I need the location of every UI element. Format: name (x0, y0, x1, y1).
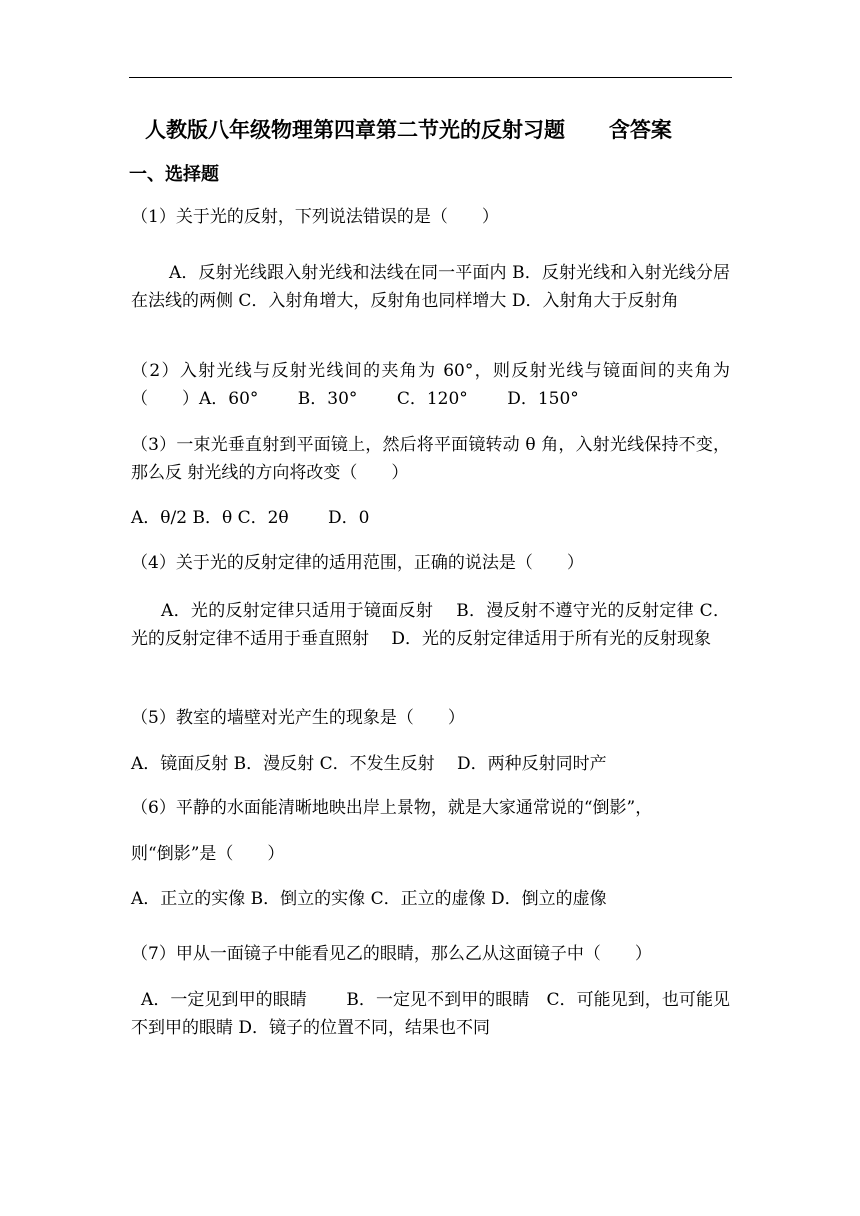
question-5-options: A．镜面反射 B．漫反射 C．不发生反射 D．两种反射同时产 (131, 754, 607, 774)
question-1-stem: （1）关于光的反射，下列说法错误的是（ ） (131, 207, 499, 227)
document-title: 人教版八年级物理第四章第二节光的反射习题 含答案 (145, 117, 672, 142)
header-rule (129, 77, 732, 78)
question-4-options: A．光的反射定律只适用于镜面反射 B．漫反射不遵守光的反射定律 C．光的反射定律不适用于垂直照射 D．光的反射定律适用于所有光的反射现象 (131, 601, 730, 649)
question-2-stem: （2）入射光线与反射光线间的夹角为 60°，则反射光线与镜面间的夹角为（ ）A．60° B．30° C．120° D．150° (131, 361, 730, 409)
question-6-stem-line1: （6）平静的水面能清晰地映出岸上景物，就是大家通常说的“倒影”， (131, 798, 653, 818)
question-1-options: A．反射光线跟入射光线和法线在同一平面内 B．反射光线和入射光线分居在法线的两侧 C．入射角增大，反射角也同样增大 D．入射角大于反射角 (131, 263, 730, 311)
question-3-options: A．θ/2 B．θ C．2θ D．0 (131, 508, 370, 528)
question-6-stem-line2: 则“倒影”是（ ） (131, 844, 285, 864)
question-6-options: A．正立的实像 B．倒立的实像 C．正立的虚像 D．倒立的虚像 (131, 889, 607, 909)
question-3-stem: （3）一束光垂直射到平面镜上，然后将平面镜转动 θ 角，入射光线保持不变，那么反 射光线的方向将改变（ ） (131, 435, 730, 483)
section-heading: 一、选择题 (129, 164, 219, 185)
question-4-stem: （4）关于光的反射定律的适用范围，正确的说法是（ ） (131, 553, 584, 573)
question-7-stem: （7）甲从一面镜子中能看见乙的眼睛，那么乙从这面镜子中（ ） (131, 944, 652, 964)
question-7-options: A．一定见到甲的眼睛 B．一定见不到甲的眼睛 C．可能见到，也可能见不到甲的眼睛 D．镜子的位置不同，结果也不同 (131, 990, 730, 1038)
question-5-stem: （5）教室的墙壁对光产生的现象是（ ） (131, 708, 465, 728)
